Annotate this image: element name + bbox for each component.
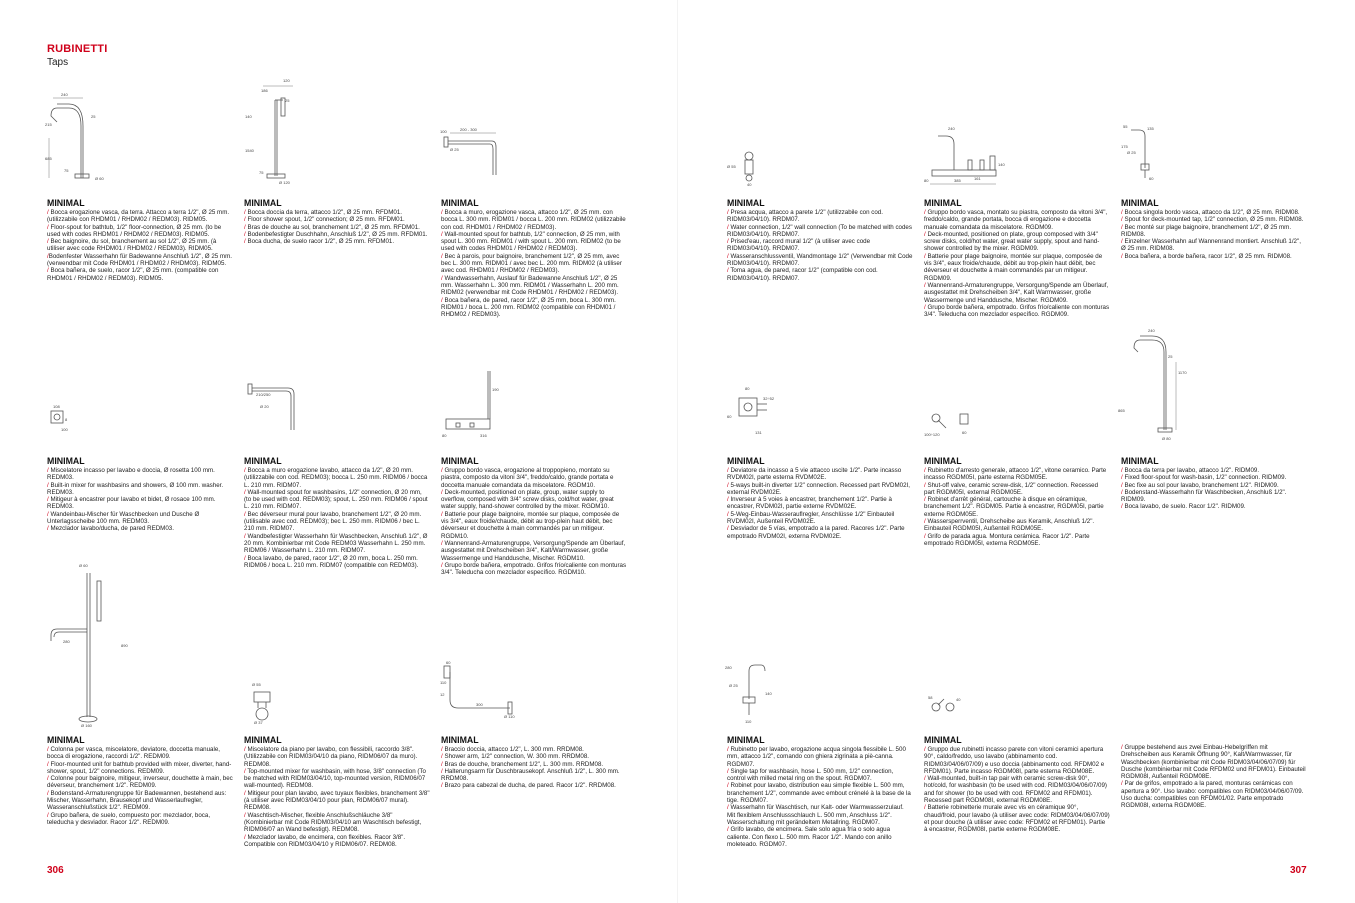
wall-tap-pair-label-0: 58 [928, 695, 933, 700]
slash-marker: / [441, 753, 443, 761]
product-description-line: / Top-mounted mixer for washbasin, with hose, 3/8" connection (To be matched with RIDM03/04/10, top-mounted version, RIDM06/07 wall-mounted). REDM08. [244, 767, 426, 790]
basin-tap-label-0: 280 [725, 665, 732, 670]
product-description-line: / Presa acqua, attacco a parete 1/2" (utilizzabile con cod. RIDM03/04/10). RRDM07. [727, 209, 883, 224]
overflow-group-label-2: 316 [480, 433, 487, 438]
product-description-line: / Boca bañera, a borde bañera, racor 1/2", Ø 25 mm. RIDM08. [1121, 252, 1292, 260]
product-description-line: / Bras de douche au sol, branchement 1/2", Ø 25 mm. RFDM01. [244, 223, 420, 231]
overflow-group-label-0: 190 [492, 387, 499, 392]
slash-marker: / [441, 561, 443, 569]
shutoff-label-1: 60 [962, 430, 967, 435]
slash-marker: / [1121, 474, 1123, 482]
floor-spout-drawing [47, 88, 112, 186]
product-description-line: / Grupo bañera, de suelo, compuesto por: mezclador, boca, teleducha y desviador. Racor 1/2". REDM09. [47, 811, 211, 826]
floor-spout-label-3: 685 [45, 156, 52, 161]
bath-column-label-2: 890 [121, 643, 128, 648]
product-description-line: / Bocca a muro erogazione lavabo, attacco da 1/2", Ø 20 mm. (utilizzabile con cod. REDM03); bocca L. 250 mm. RIDM06 / bocca L. 210 mm. RIDM07. [244, 467, 428, 489]
product-description-line: / Batterie pour plage baignoire, montée sur plaque, composée de vis 3/4", eaux froide/chaude, débit au trop-plein haut débit, bec déverseur et douchette à main commandés par un mitigeur. RGDM09. [924, 252, 1103, 282]
slash-marker: / [244, 467, 246, 474]
slash-marker: / [924, 303, 926, 311]
slash-marker: / [1121, 223, 1123, 231]
slash-marker: / [727, 496, 729, 504]
product-block-floor-shower-spout [244, 198, 430, 245]
bath-column-label-1: 280 [63, 639, 70, 644]
basin-tap-label-1: Ø 25 [729, 683, 738, 688]
floor-shower-label-6: Ø 120 [279, 180, 290, 185]
product-description-line: / Boca lavabo, de suelo. Racor 1/2". RIDM09. [1121, 503, 1246, 511]
slash-marker: / [244, 833, 246, 841]
wall-basin-label-0: 210/250 [256, 392, 271, 397]
product-name: MINIMAL [47, 456, 85, 466]
slash-marker: / [924, 281, 926, 289]
product-description-line: / Wasseranschlussventil, Wandmontage 1/2" (Verwendbar mit Code RIDM03/04/10). RRDM07. [727, 252, 913, 268]
slash-marker: / [924, 252, 926, 260]
slash-marker: / [727, 746, 729, 753]
product-description-line: / Boca bañera, de pared, racor 1/2", Ø 25 mm, boca L. 300 mm. RIDM01 / boca L. 200 mm. RIDM02 (compatible con RHDM01 / RHDM02 / REDM03). [441, 296, 616, 319]
slash-marker: / [47, 510, 49, 518]
slash-marker: / [47, 467, 49, 474]
deck-single-label-1: 135 [1147, 126, 1154, 131]
slash-marker: / [47, 496, 49, 504]
slash-marker: / [441, 296, 443, 304]
slash-marker: / [47, 775, 49, 783]
slash-marker: / [47, 267, 49, 275]
product-description-line: / Grifo de parada agua. Montura cerámica. Racor 1/2". Parte empotrado RGDM05I, externa RGDM05E. [924, 532, 1090, 547]
section-header [47, 43, 107, 68]
floor-spout-label-2: 25 [91, 114, 96, 119]
deck-group-label-4: 161 [974, 176, 981, 181]
product-name: MINIMAL [47, 735, 85, 745]
product-description-line: / Braccio doccia, attacco 1/2", L. 300 mm. RRDM08. [441, 746, 584, 753]
floor-shower-label-5: 75 [259, 170, 264, 175]
product-name: MINIMAL [727, 198, 765, 208]
product-description-line: /Bodenfester Wasserhahn für Badewanne Anschluß 1/2", Ø 25 mm. (verwendbar mit Code RHDM01 / RHDM02 / RHDM03). RIDM05. [47, 252, 232, 268]
product-description-line: / Bec à parois, pour baignoire, branchement 1/2", Ø 25 mm, avec bec L. 300 mm. RIDM01 / avec bec L. 200 mm. RIDM02 (à utiliser avec cod. RHDM01 / RHDM02 / REDM03). [441, 252, 622, 275]
basin-tap-label-3: 110 [745, 719, 752, 724]
floor-spout-label-0: 240 [61, 92, 68, 97]
floor-basin-label-1: 25 [1168, 354, 1173, 359]
slash-marker: / [47, 746, 49, 753]
slash-marker: / [727, 767, 729, 775]
floor-shower-label-2: 25 [285, 98, 290, 103]
product-description-line: / Bras de douche, branchement 1/2", L. 300 mm. RRDM08. [441, 760, 604, 768]
diverter-label-3: 131 [755, 430, 762, 435]
product-description-line: / Rubinetto per lavabo, erogazione acqua singola flessibile L. 500 mm, attacco 1/2", comando con ghiera zigrinata a piè-canna. RGDM07. [727, 746, 906, 768]
slash-marker: / [727, 467, 729, 474]
shutoff-valve-drawing [924, 408, 974, 440]
slash-marker: / [244, 554, 246, 562]
product-block-water-connection [727, 198, 913, 282]
product-block-bath-column [47, 735, 233, 826]
section-title: RUBINETTI [47, 43, 108, 55]
product-description-line: / Mitigeur pour plan lavabo, avec tuyaux flexibles, branchement 3/8" (à utiliser avec RIDM03/04/10 pour plan, RIDM06/07 mural). REDM08. [244, 789, 430, 812]
product-description-line: / Miscelatore da piano per lavabo, con flessibili, raccordo 3/8". (Utilizzabile con RIDM03/04/10 da piano, RIDM06/07 da muro). REDM08. [244, 746, 418, 768]
slash-marker: / [441, 746, 443, 753]
slash-marker: / [1121, 209, 1123, 216]
slash-marker: / [1121, 488, 1123, 496]
wall-basin-label-1: Ø 20 [260, 404, 269, 409]
product-description-line: / Mitigeur à encastrer pour lavabo et bidet, Ø rosace 100 mm. REDM03. [47, 496, 216, 511]
floor-basin-spout-drawing [1118, 322, 1188, 442]
slash-marker: / [244, 209, 246, 216]
product-block-deck-group [924, 198, 1110, 318]
slash-marker: / [244, 811, 246, 819]
product-description-line: / Waschtisch-Mischer, flexible Anschlußschläuche 3/8" (Kombinierbar mit Code RIDM03/04/10 am Waschtisch befestigt, RIDM06/07 an Wand befestigt). REDM08. [244, 811, 422, 834]
product-description-line: / Wannenrand-Armaturengruppe, Versorgung/Spende am Überlauf, ausgestattet mit Drehscheiben 3/4", Kalt Warmwasser, große Wassermenge und Handdusche, Mischer. RGDM09. [924, 281, 1109, 304]
product-description-line: / Batterie robinetterie murale avec vis en céramique 90°, chaud/froid, pour lavabo (à utiliser avec code: RIDM03/04/06/07/09) et pour douche (à utiliser avec code: RFDM02 et RFDM01). Partie à encastrer, RGDM08I, partie externe RGDM08E. [924, 804, 1110, 834]
product-name: MINIMAL [47, 198, 85, 208]
product-description-line: / Deck-mounted, positioned on plate, group, water supply to overflow, composed with 3/4" screw disks, cold/hot water, great water supply, hand-shower controlled by the mixer. RGDM10. [441, 488, 614, 511]
product-description-line: / Colonna per vasca, miscelatore, deviatore, doccetta manuale, bocca di erogazione, raccordi 1/2". REDM09. [47, 746, 221, 761]
slash-marker: / [1121, 780, 1123, 788]
built-in-mixer-label-2: 100 [61, 427, 68, 432]
floor-basin-label-3: 865 [1118, 408, 1125, 413]
product-description-line: / Wandwasserhahn, Auslauf für Badewanne Anschluß 1/2", Ø 25 mm. Wasserhahn L. 300 mm. RIDM01 / Wasserhahn L. 200 mm. RIDM02 (verwendbar mit Code RHDM01 / RHDM02 / REDM03). [441, 274, 619, 297]
slash-marker: / [441, 230, 443, 238]
slash-marker: / [727, 238, 729, 246]
slash-marker: / [441, 467, 443, 474]
product-block-shower-arm [441, 735, 627, 790]
floor-shower-label-4: 1540 [245, 148, 254, 153]
wall-tap-pair-label-1: 40 [956, 697, 961, 702]
slash-marker: / [244, 223, 246, 231]
slash-marker: / [1121, 252, 1123, 260]
product-block-diverter [727, 456, 913, 540]
product-description-line: / Single tap for washbasin, hose L. 500 mm, 1/2" connection, control with milled metal ring on the spout. RGDM07. [727, 767, 894, 783]
slash-marker: / [47, 252, 49, 260]
diverter-label-2: 32÷52 [763, 396, 775, 401]
slash-marker: / [441, 209, 443, 216]
product-description-line: / Batterie pour plage baignoire, montée sur plaque, composée de vis 3/4", eaux froide/chaude, débit au trop-plein haut débit, bec déverseur et douchette à main commandés par un mitigeur. RGDM10. [441, 510, 620, 540]
slash-marker: / [924, 467, 926, 474]
product-description-line: / Robinet d'arrêt général, cartouche à disque en céramique, branchement 1/2". RGDM05. Partie à encastrer, RGDM05I, partie externe RGDM05E. [924, 496, 1104, 518]
floor-basin-label-0: 240 [1148, 328, 1155, 333]
floor-spout-label-4: 75 [64, 168, 69, 173]
slash-marker: / [47, 760, 49, 768]
built-in-mixer-label-1: 8 [65, 417, 68, 422]
product-description-line: / Par de grifos, empotrado a la pared, monturas cerámicas con apertura a 90°. Uso lavabo: compatibles con RIDM03/04/06/07/09. Uso ducha: compatibles con RFDM01/02. Parte empotrado RGDM08I, externa RGDM08E. [1121, 780, 1304, 810]
product-description-line: / Bec fixe au sol pour lavabo, branchement 1/2". RIDM09. [1121, 481, 1279, 489]
deck-group-label-0: 240 [948, 126, 955, 131]
product-block-wall-tap-pair-continued [1121, 744, 1307, 810]
slash-marker: / [47, 209, 49, 216]
product-description-line: / Gruppe bestehend aus zwei Einbau-Hebelgriffen mit Drehscheiben aus Keramik Öffnung 90°, Kalt/Warmwasser, für Waschbecken (kombinierbar mit Code RIDM03/04/06/07/09) für Dusche (kombinierbar mit Code RFDM02 und RFDM01). Einbauteil RGDM08I, Außenteil RGDM08E. [1121, 744, 1306, 781]
product-description-line: / Gruppo due rubinetti incasso parete con vitoni ceramici apertura 90°, caldo/freddo, uso lavabo (abbinamento cod. RIDM03/04/06/07/09) e uso doccia (abbinamento cod. RFDM02 e RFDM01). Parte incasso RGDM08I, parte esterna RGDM08E. [924, 746, 1105, 775]
product-block-floor-basin-spout [1121, 456, 1307, 511]
deck-single-label-3: Ø 25 [1127, 150, 1136, 155]
product-description-line: / Bodenbefestigter Duschhahn, Anschluß 1/2", Ø 25 mm. RFDM01. [244, 230, 428, 238]
section-subtitle: Taps [47, 57, 69, 68]
product-description-line: / Bec monté sur plage baignoire, branchement 1/2", Ø 25 mm. RIDM08. [1121, 223, 1292, 238]
product-description-line: / Boca lavabo, de pared, racor 1/2", Ø 20 mm, boca L. 250 mm. RIDM06 / boca L. 210 mm. RIDM07 (compatible con REDM03). [244, 554, 419, 569]
slash-marker: / [441, 252, 443, 260]
page-number-right: 307 [1290, 865, 1307, 876]
slash-marker: / [441, 510, 443, 518]
slash-marker: / [441, 274, 443, 282]
slash-marker: / [47, 481, 49, 489]
product-description-line: / Rubinetto d'arresto generale, attacco 1/2", vitone ceramico. Parte incasso RGDM05I, parte esterna RGDM05E. [924, 467, 1107, 482]
floor-spout-label-5: Ø 60 [95, 176, 104, 181]
basin-tap-label-2: 140 [765, 691, 772, 696]
deck-single-label-4: 60 [1149, 176, 1154, 181]
slash-marker: / [1121, 467, 1123, 474]
product-name: MINIMAL [441, 198, 479, 208]
slash-marker: / [727, 782, 729, 790]
slash-marker: / [924, 518, 926, 526]
overflow-group-drawing [440, 363, 500, 438]
wall-spout-label-1: 200 - 300 [460, 127, 477, 132]
product-block-overflow-group [441, 456, 627, 576]
product-description-line: / Wall-mounted spout for bathtub, 1/2" connection, Ø 25 mm, with spout L. 300 mm. RIDM01 / with spout L. 200 mm. RIDM02 (to be used with codes RHDM01 / RHDM02 / REDM03). [441, 230, 621, 253]
slash-marker: / [924, 496, 926, 504]
product-description-line: / Wassersperrventil, Drehscheibe aus Keramik, Anschluß 1/2". Einbauteil RGDM05I, Außenteil RGDM05E. [924, 518, 1095, 533]
floor-shower-spout-drawing [243, 76, 303, 186]
product-description-line: / Wall-mounted, built-in tap pair with ceramic screw-disk 90°, hot/cold, for washbasin (to be used with cod. RIDM03/04/06/07/09) and for shower (to be used with cod. RFDM02 and RFDM01). Recessed part RGDM08I, external RGDM08E. [924, 775, 1107, 805]
product-description-line: / Grupo borde bañera, empotrado. Grifos frío/caliente con monturas 3/4". Teleducha con mezclador específico. RGDM09. [924, 303, 1110, 319]
slash-marker: / [244, 216, 246, 224]
product-description-line: / Colonne pour baignoire, mitigeur, inverseur, douchette à main, bec déverseur, branchement 1/2". REDM09. [47, 775, 233, 790]
wall-tap-pair-drawing [924, 693, 974, 717]
product-block-wall-basin-spout [244, 456, 430, 569]
overflow-group-label-1: 80 [442, 433, 447, 438]
product-description-line: / Wandbefestigter Wasserhahn für Waschbecken, Anschluß 1/2", Ø 20 mm. Kombinierbar mit Code REDM03 Wasserhahn L. 250 mm. RIDM06 / Wasserhahn L. 210 mm. RIDM07. [244, 532, 428, 555]
product-block-shutoff-valve [924, 456, 1110, 547]
product-name: MINIMAL [727, 456, 765, 466]
product-description-line: / Spout for deck-mounted tap, 1/2" connection, Ø 25 mm. RIDM08. [1121, 216, 1304, 224]
shower-arm-label-4: Ø 110 [504, 714, 515, 719]
slash-marker: / [47, 238, 49, 246]
slash-marker: / [47, 223, 49, 231]
built-in-mixer-drawing [47, 403, 77, 433]
product-block-deck-single-spout [1121, 198, 1307, 260]
slash-marker: / [244, 238, 246, 246]
slash-marker: / [441, 782, 443, 790]
deck-group-drawing [924, 118, 1009, 188]
slash-marker: / [441, 488, 443, 496]
product-description-line: / Einzelner Wasserhahn auf Wannenrand montiert. Anschluß 1/2", Ø 25 mm. RIDM08. [1121, 238, 1301, 253]
floor-basin-label-4: Ø 80 [1162, 436, 1171, 441]
product-description-line: / Wannenrand-Armaturengruppe, Versorgung/Spende am Überlauf, ausgestattet mit Drehscheiben 3/4", Kalt/Warmwasser, große Wassermenge und Handdusche, Mischer. RGDM10. [441, 539, 626, 562]
product-description-line: / Wall-mounted spout for washbasins, 1/2" connection, Ø 20 mm, (to be used with cod. REDM03); spout, L. 250 mm. RIDM06 / spout L. 210 mm. RIDM07. [244, 488, 428, 511]
product-description-line: / Wasserhahn für Waschtisch, nur Kalt- oder Warmwasserzulauf. Mit flexiblem Anschlussschlauch L. 500 mm, Anschluss 1/2". Wasserschaltung mit gerändeltem Metallring. RGDM07. [727, 804, 904, 826]
slash-marker: / [244, 767, 246, 775]
product-description-line: / Bec déverseur mural pour lavabo, branchement 1/2", Ø 20 mm. (utilisable avec cod. REDM03); bec L. 250 mm. RIDM06 / bec L. 210 mm. RIDM07. [244, 510, 422, 533]
wall-spout-label-0: 100 [440, 129, 447, 134]
product-description-line: / Deck-mounted, positioned on plate, group composed with 3/4" screw disks, cold/hot water, great water supply, spout and hand-shower controlled by the mixer. RGDM09. [924, 230, 1100, 253]
slash-marker: / [727, 252, 729, 260]
product-name: MINIMAL [727, 735, 765, 745]
product-description-line: / 5-Weg-Einbau-Wasserauflregler, Anschlüsse 1/2" Einbauteil RVDM02I, Außenteil RVDM02E. [727, 510, 895, 526]
slash-marker: / [727, 223, 729, 231]
product-description-line: / Halterungsarm für Duschbrausekopf. Anschluß 1/2", L. 300 mm. RRDM08. [441, 767, 620, 783]
deck-single-spout-drawing [1121, 124, 1161, 182]
deck-group-label-3: 385 [954, 178, 961, 183]
product-description-line: / Boca bañera, de suelo, racor 1/2", Ø 25 mm. (compatible con RHDM01 / RHDM02 / REDM03). RIDM05. [47, 267, 219, 282]
product-description-line: / Robinet pour lavabo, distribution eau simple flexible L. 500 mm, branchement 1/2", commande avec embout crénelé à la base de la tige. RGDM07. [727, 782, 911, 805]
product-name: MINIMAL [1121, 456, 1159, 466]
slash-marker: / [727, 481, 729, 489]
slash-marker: / [924, 775, 926, 783]
floor-spout-label-1: 215 [45, 122, 52, 127]
slash-marker: / [727, 826, 729, 834]
product-description-line: / Bodenstand-Armaturengruppe für Badewannen, bestehend aus: Mischer, Wasserhahn, Brausekopf und Wasserlaufregler, Wasseranschlußstück 1/2". REDM09. [47, 789, 227, 812]
slash-marker: / [727, 525, 729, 533]
water-connection-label-1: 40 [747, 182, 752, 187]
slash-marker: / [727, 804, 729, 812]
top-mixer-label-1: Ø 37 [254, 720, 263, 725]
product-description-line: / Deviatore da incasso a 5 vie attacco uscite 1/2". Parte incasso RVDM02I, parte esterna RVDM02E. [727, 467, 902, 482]
slash-marker: / [924, 532, 926, 540]
slash-marker: / [924, 209, 926, 216]
slash-marker: / [1121, 503, 1123, 511]
product-name: MINIMAL [924, 735, 962, 745]
floor-shower-label-1: 186 [261, 88, 268, 93]
product-name: MINIMAL [1121, 198, 1159, 208]
slash-marker: / [727, 209, 729, 216]
product-description-line: / Brazo para cabezal de ducha, de pared. Racor 1/2". RRDM08. [441, 782, 616, 790]
product-description-line: / Bodenstand-Wasserhahn für Waschbecken, Anschluß 1/2". RIDM09. [1121, 488, 1287, 504]
top-mixer-drawing [244, 680, 284, 725]
product-description-line: / Boca ducha, de suelo racor 1/2", Ø 25 mm. RFDM01. [244, 238, 395, 246]
product-description-line: / Bec baignoire, du sol, branchement au sol 1/2", Ø 25 mm. (à utiliser avec code RHDM01 / RHDM02 / REDM03). RIDM05. [47, 238, 217, 253]
floor-shower-label-0: 120 [283, 78, 290, 83]
deck-group-label-1: 140 [998, 162, 1005, 167]
shower-arm-label-2: 12 [440, 692, 445, 697]
product-description-line: / Miscelatore incasso per lavabo e doccia, Ø rosetta 100 mm. REDM03. [47, 467, 215, 482]
slash-marker: / [441, 539, 443, 547]
product-description-line: / Floor shower spout, 1/2" connection; Ø 25 mm. RFDM01. [244, 216, 405, 224]
product-description-line: / Water connection, 1/2" wall connection (To be matched with codes RIDM03/04/10). RRDM07. [727, 223, 912, 238]
product-description-line: / Bocca da terra per lavabo, attacco 1/2". RIDM09. [1121, 467, 1260, 474]
product-name: MINIMAL [441, 456, 479, 466]
diverter-drawing [727, 384, 782, 439]
product-description-line: / Bocca doccia da terra, attacco 1/2", Ø 25 mm. RFDM01. [244, 209, 402, 216]
slash-marker: / [924, 481, 926, 489]
slash-marker: / [924, 230, 926, 238]
water-connection-label-0: Ø 55 [727, 164, 736, 169]
shower-arm-drawing [440, 660, 520, 720]
floor-shower-label-3: 140 [245, 114, 252, 119]
slash-marker: / [244, 488, 246, 496]
slash-marker: / [47, 811, 49, 819]
product-description-line: / Mezclador lavabo, de encimera, con flexibles. Racor 3/8". Compatible con RIDM03/04/10 y RIDM06/07. REDM08. [244, 833, 406, 848]
product-description-line: / Mezclador lavabo/ducha, de pared REDM03. [47, 525, 174, 533]
page-number-left: 306 [47, 865, 64, 876]
product-block-wall-spout [441, 198, 627, 318]
deck-group-label-2: 80 [924, 178, 929, 183]
product-description-line: / 5-ways built-in diverter 1/2" connection. Recessed part RVDM02I, external RVDM02E. [727, 481, 910, 496]
wall-basin-spout-drawing [244, 382, 299, 437]
slash-marker: / [47, 789, 49, 797]
product-description-line: / Inverseur à 5 voies à encastrer, branchement 1/2". Partie à encastrer, RVDM02I, partie externe RVDM02E. [727, 496, 892, 511]
floor-basin-label-2: 1170 [1178, 370, 1187, 375]
shutoff-label-0: 100÷120 [924, 432, 940, 437]
product-description-line: / Gruppo bordo vasca, montato su piastra, composto da vitoni 3/4", freddo/caldo, grande portata, bocca di erogazione e doccetta manuale comandata da miscelatore. RGDM09. [924, 209, 1108, 231]
product-name: MINIMAL [441, 735, 479, 745]
shower-arm-label-1: 110 [440, 680, 447, 685]
product-block-built-in-mixer [47, 456, 233, 533]
bath-column-label-3: Ø 160 [81, 723, 92, 728]
product-description-line: / Bocca singola bordo vasca, attacco da 1/2", Ø 25 mm. RIDM08. [1121, 209, 1300, 216]
wall-spout-label-2: Ø 25 [450, 147, 459, 152]
product-description-line: / Desviador de 5 vías, empotrado a la pared. Racores 1/2". Parte empotrado RVDM02I, externa RVDM02E. [727, 525, 905, 540]
slash-marker: / [1121, 744, 1123, 751]
slash-marker: / [244, 230, 246, 238]
slash-marker: / [1121, 238, 1123, 246]
slash-marker: / [441, 760, 443, 768]
slash-marker: / [244, 510, 246, 518]
product-name: MINIMAL [924, 456, 962, 466]
slash-marker: / [727, 267, 729, 275]
product-description-line: / Bocca erogazione vasca, da terra. Attacco a terra 1/2", Ø 25 mm. (utilizzabile con RHDM01 / RHDM02 / REDM03). RIDM05. [47, 209, 230, 224]
product-block-floor-spout [47, 198, 233, 282]
product-description-line: / Grupo borde bañera, empotrado. Grifos frío/caliente con monturas 3/4". Teleducha con mezclador específico. RGDM10. [441, 561, 627, 577]
slash-marker: / [1121, 481, 1123, 489]
diverter-label-0: 80 [745, 386, 750, 391]
product-name: MINIMAL [244, 456, 282, 466]
bath-column-drawing [47, 561, 137, 731]
deck-single-label-2: 175 [1121, 144, 1128, 149]
slash-marker: / [244, 532, 246, 540]
water-connection-drawing [727, 146, 762, 188]
basin-tap-drawing [725, 657, 785, 725]
product-description-line: / Fixed floor-spout for wash-basin, 1/2" connection. RIDM09. [1121, 474, 1287, 482]
product-name: MINIMAL [244, 198, 282, 208]
product-description-line: / Bocca a muro, erogazione vasca, attacco 1/2", Ø 25 mm. con bocca L. 300 mm. RIDM01 / bocca L. 200 mm. RIDM02 (utilizzabile con cod. RHDM01 / RHDM02 / REDM03). [441, 209, 626, 231]
slash-marker: / [727, 510, 729, 518]
product-block-basin-tap [727, 735, 913, 848]
product-name: MINIMAL [244, 735, 282, 745]
product-description-line: / Prised'eau, raccord mural 1/2" (à utiliser avec code RIDM03/04/10). RRDM07. [727, 238, 871, 253]
product-description-line: / Built-in mixer for washbasins and showers, Ø 100 mm. washer. REDM03. [47, 481, 224, 496]
bath-column-label-0: Ø 60 [79, 563, 88, 568]
deck-single-label-0: 55 [1123, 124, 1128, 129]
spread-divider [677, 0, 678, 903]
product-description-line: / Wandeinbau-Mischer für Waschbecken und Dusche Ø Unterlagsscheibe 100 mm. REDM03. [47, 510, 200, 526]
slash-marker: / [924, 746, 926, 753]
shower-arm-label-0: 60 [446, 660, 451, 665]
shower-arm-label-3: 300 [476, 702, 483, 707]
slash-marker: / [244, 789, 246, 797]
slash-marker: / [1121, 216, 1123, 224]
product-description-line: / Gruppo bordo vasca, erogazione al troppopieno, montato su piastra, composto da vitoni 3/4", freddo/caldo, grande portata e doccetta manuale comandata da miscelatore. RGDM10. [441, 467, 614, 489]
product-description-line: / Shut-off valve, ceramic screw-disk, 1/2" connection. Recessed part RGDM05I, external RGDM05E. [924, 481, 1099, 496]
wall-spout-drawing [440, 127, 500, 182]
product-name: MINIMAL [924, 198, 962, 208]
built-in-mixer-label-0: 108 [53, 404, 60, 409]
product-block-top-mixer [244, 735, 430, 848]
product-description-line: / Grifo lavabo, de encimera. Sale solo agua fría o solo agua caliente. Con flexo L. 500 mm. Racor 1/2". Mando con anillo moleteado. RGDM07. [727, 826, 892, 848]
slash-marker: / [924, 804, 926, 812]
product-description-line: / Floor-spout for bathtub, 1/2" floor-connection, Ø 25 mm. (to be used with codes RHDM01 / RHDM02 / REDM03). RIDM05. [47, 223, 222, 238]
product-description-line: / Floor-mounted unit for bathtub provided with mixer, diverter, hand-shower, spout, 1/2" connections. REDM09. [47, 760, 232, 775]
product-block-wall-tap-pair [924, 735, 1110, 834]
slash-marker: / [47, 525, 49, 533]
diverter-label-1: 60 [727, 414, 732, 419]
top-mixer-label-0: Ø 55 [252, 682, 261, 687]
slash-marker: / [244, 746, 246, 753]
product-description-line: / Shower arm, 1/2" connection, W. 300 mm. RRDM08. [441, 753, 590, 761]
slash-marker: / [441, 767, 443, 775]
product-description-line: / Toma agua, de pared, racor 1/2" (compatible con cod. RIDM03/04/10). RRDM07. [727, 267, 878, 282]
